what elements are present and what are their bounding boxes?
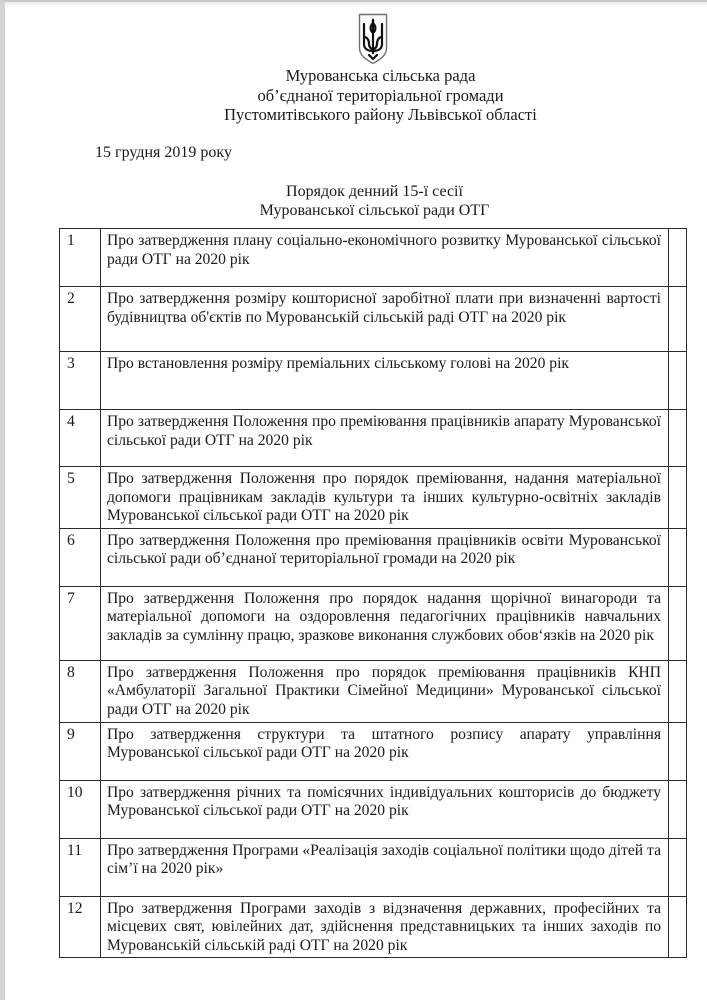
item-number: 9 — [60, 722, 101, 780]
item-text: Про затвердження Положення про порядок надання щорічної винагороди та матеріальної допомоги на оздоровлення педагогічних працівників навчальних закладів за сумлінну працю, зразкове виконання службових обов‘язків на 2020 рік — [101, 586, 669, 660]
item-text: Про затвердження розміру кошторисної заробітної плати при визначенні вартості будівництва об'єктів по Мурованській сільській раді ОТГ на 2020 рік — [101, 287, 669, 352]
table-row — [60, 287, 687, 352]
agenda-table-body — [60, 229, 687, 958]
table-row — [60, 229, 687, 287]
item-text: Про затвердження Положення про порядок преміювання працівників КНП «Амбулаторії Загальної Практики Сімейної Медицини» Мурованської сільської ради ОТГ на 2020 рік — [101, 660, 669, 722]
item-text: Про затвердження Положення про преміювання працівників апарату Мурованської сільської ради ОТГ на 2020 рік — [101, 410, 669, 467]
item-number: 3 — [60, 352, 101, 410]
item-number: 2 — [60, 287, 101, 352]
organization-header — [5, 66, 707, 125]
table-row — [60, 410, 687, 467]
item-number: 11 — [60, 838, 101, 896]
item-extra-cell — [669, 410, 687, 467]
item-extra-cell — [669, 467, 687, 529]
item-number: 12 — [60, 896, 101, 958]
item-number: 10 — [60, 780, 101, 838]
agenda-title-line-1: Порядок денний 15-ї сесії — [286, 183, 463, 200]
item-extra-cell — [669, 229, 687, 287]
item-text: Про затвердження Положення про преміювання працівників освіти Мурованської сільської ради об’єднаної територіальної громади на 2020 рік — [101, 528, 669, 586]
table-row — [60, 586, 687, 660]
table-row — [60, 352, 687, 410]
item-text: Про затвердження Програми «Реалізація заходів соціальної політики щодо дітей та сім’ї на 2020 рік» — [101, 838, 669, 896]
item-text: Про затвердження Положення про порядок преміювання, надання матеріальної допомоги працівникам закладів культури та інших культурно-освітніх закладів Мурованської сільської ради ОТГ на 2020 рік — [101, 467, 669, 529]
document-date: 15 грудня 2019 року — [95, 144, 232, 161]
item-text: Про затвердження річних та помісячних індивідуальних кошторисів до бюджету Мурованської сільської ради ОТГ на 2020 рік — [101, 780, 669, 838]
item-extra-cell — [669, 896, 687, 958]
header-line-council: Мурованська сільська рада — [285, 66, 476, 85]
item-number: 7 — [60, 586, 101, 660]
table-row — [60, 896, 687, 958]
table-row — [60, 722, 687, 780]
agenda-title — [5, 182, 707, 220]
item-number: 4 — [60, 410, 101, 467]
agenda-title-line-2: Мурованської сільської ради ОТГ — [259, 202, 490, 219]
item-extra-cell — [669, 780, 687, 838]
item-extra-cell — [669, 352, 687, 410]
table-row — [60, 528, 687, 586]
item-text: Про затвердження структури та штатного розпису апарату управління Мурованської сільської ради ОТГ на 2020 рік — [101, 722, 669, 780]
coat-of-arms-icon — [358, 13, 388, 65]
item-number: 1 — [60, 229, 101, 287]
table-row — [60, 467, 687, 529]
item-extra-cell — [669, 722, 687, 780]
table-row — [60, 780, 687, 838]
header-line-community: об’єднаної територіальної громади — [257, 85, 504, 105]
item-number: 6 — [60, 528, 101, 586]
item-number: 5 — [60, 467, 101, 529]
item-text: Про затвердження плану соціально-економічного розвитку Мурованської сільської ради ОТГ на 2020 рік — [101, 229, 669, 287]
item-extra-cell — [669, 660, 687, 722]
table-row — [60, 838, 687, 896]
table-row — [60, 660, 687, 722]
item-extra-cell — [669, 586, 687, 660]
item-extra-cell — [669, 528, 687, 586]
item-extra-cell — [669, 287, 687, 352]
item-text: Про затвердження Програми заходів з відзначення державних, професійних та місцевих свят, ювілейних дат, здійснення представницьких та інших заходів по Мурованській сільській раді ОТГ на 2020 рік — [101, 896, 669, 958]
header-line-region: Пустомитівського району Львівської області — [224, 105, 537, 124]
agenda-table — [59, 228, 687, 958]
item-number: 8 — [60, 660, 101, 722]
item-text: Про встановлення розміру преміальних сільському голові на 2020 рік — [101, 352, 669, 410]
item-extra-cell — [669, 838, 687, 896]
